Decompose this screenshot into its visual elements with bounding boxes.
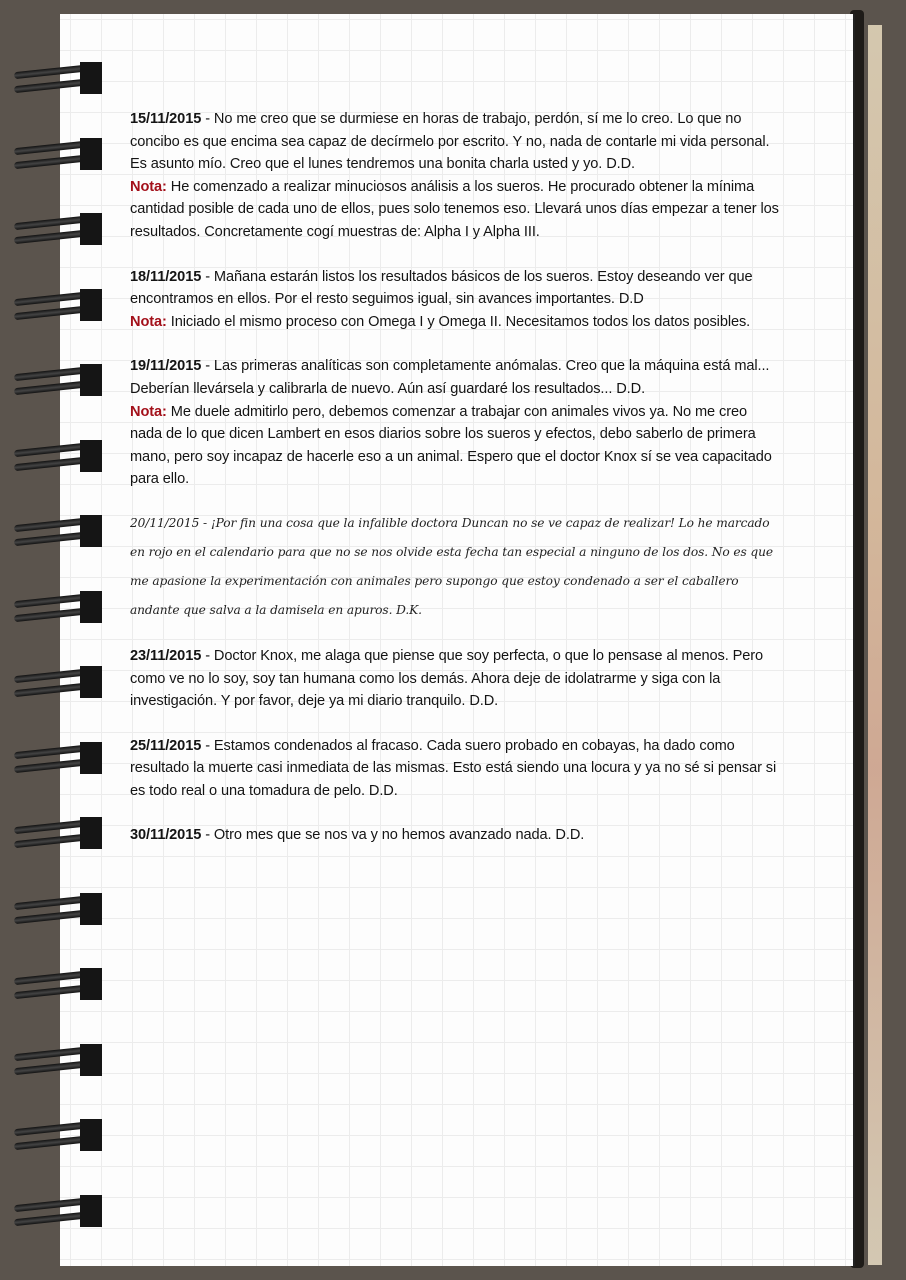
separator: - — [201, 827, 214, 844]
spiral-ring — [14, 440, 106, 474]
spiral-ring — [14, 62, 106, 96]
spiral-ring — [14, 1195, 106, 1229]
note-label: Nota: — [130, 178, 167, 195]
entry-text: Estamos condenados al fracaso. Cada suero probado en cobayas, ha dado como resultado la muerte casi inmediata de las mismas. Esto está siendo una locura y ya no sé si pensar si es todo real o una tomadura de pelo. D.D. — [130, 737, 777, 799]
separator: - — [201, 647, 214, 664]
diary-entry — [130, 735, 780, 803]
separator: - — [201, 268, 214, 285]
diary-entry — [130, 108, 780, 244]
note-label: Nota: — [130, 403, 167, 420]
entry-date: 15/11/2015 — [130, 111, 202, 127]
spiral-ring — [14, 893, 106, 927]
spiral-ring — [14, 666, 106, 700]
spiral-ring — [14, 591, 106, 625]
spiral-ring — [14, 742, 106, 776]
entry-text: No me creo que se durmiese en horas de trabajo, perdón, sí me lo creo. Lo que no concibo es que encima sea capaz de decírmelo por escrito. Y no, nada de contarle mi vida personal. Es asunto mío. Creo que el lunes tendremos una bonita charla usted y yo. D.D. — [130, 111, 770, 173]
note-text: Me duele admitirlo pero, debemos comenzar a trabajar con animales vivos ya. No me creo nada de lo que dicen Lambert en esos diarios sobre los sueros y efectos, debo saberlo de primera mano, pero soy incapaz de hacerle eso a un animal. Espero que el doctor Knox sí se vea capacitado para ello. — [130, 403, 772, 488]
diary-entry — [130, 355, 780, 491]
separator: - — [201, 358, 214, 375]
spiral-ring — [14, 1044, 106, 1078]
entry-text: Otro mes que se nos va y no hemos avanzado nada. D.D. — [213, 827, 585, 844]
entry-text: Mañana estarán listos los resultados básicos de los sueros. Estoy deseando ver que encontramos en ellos. Por el resto seguimos igual, sin avances importantes. D.D — [130, 268, 753, 308]
entry-date: 18/11/2015 — [130, 268, 202, 285]
note-text: Iniciado el mismo proceso con Omega I y Omega II. Necesitamos todos los datos posibles. — [170, 313, 751, 330]
diary-entry-handwritten — [130, 509, 780, 625]
entry-text: ¡Por fin una cosa que la infalible doctora Duncan no se ve capaz de realizar! Lo he marcado en rojo en el calendario para que no se nos olvide esta fecha tan especial a ninguno de los dos. No es que me apasione la experimentación con animales pero supongo que estoy condenado a ser el caballero andante que salva a la damisela en apuros. D.K. — [130, 515, 773, 617]
entry-text: Doctor Knox, me alaga que piense que soy perfecta, o que lo pensase al menos. Pero como ve no lo soy, soy tan humana como los demás. Ahora deje de idolatrarme y siga con la investigación. Y por favor, deje ya mi diario tranquilo. D.D. — [130, 647, 764, 710]
note-label: Nota: — [130, 313, 167, 330]
spiral-ring — [14, 364, 106, 398]
spiral-ring — [14, 968, 106, 1002]
entry-text: Las primeras analíticas son completamente anómalas. Creo que la máquina está mal... Deberían llevársela y calibrarla de nuevo. Aún así guardaré los resultados... D.D. — [130, 358, 770, 397]
spiral-ring — [14, 138, 106, 172]
entry-date: 25/11/2015 — [130, 737, 202, 754]
separator: - — [199, 515, 211, 530]
separator: - — [201, 737, 214, 754]
spiral-ring — [14, 1119, 106, 1153]
entry-date: 19/11/2015 — [130, 358, 202, 375]
diary-content — [130, 108, 780, 869]
entry-date: 20/11/2015 — [130, 515, 200, 530]
spiral-ring — [14, 213, 106, 247]
spiral-ring — [14, 289, 106, 323]
entry-date: 23/11/2015 — [130, 647, 202, 664]
diary-entry — [130, 645, 780, 713]
spiral-ring — [14, 817, 106, 851]
entry-date: 30/11/2015 — [130, 827, 202, 844]
spiral-ring — [14, 515, 106, 549]
diary-entry — [130, 824, 780, 847]
notebook-page-stack — [868, 25, 882, 1265]
diary-entry — [130, 266, 780, 334]
note-text: He comenzado a realizar minuciosos análisis a los sueros. He procurado obtener la mínima cantidad posible de cada uno de ellos, pues solo tenemos eso. Llevará unos días empezar a tener los resultados. Concretamente cogí muestras de: Alpha I y Alpha III. — [130, 178, 779, 240]
separator: - — [201, 111, 214, 127]
